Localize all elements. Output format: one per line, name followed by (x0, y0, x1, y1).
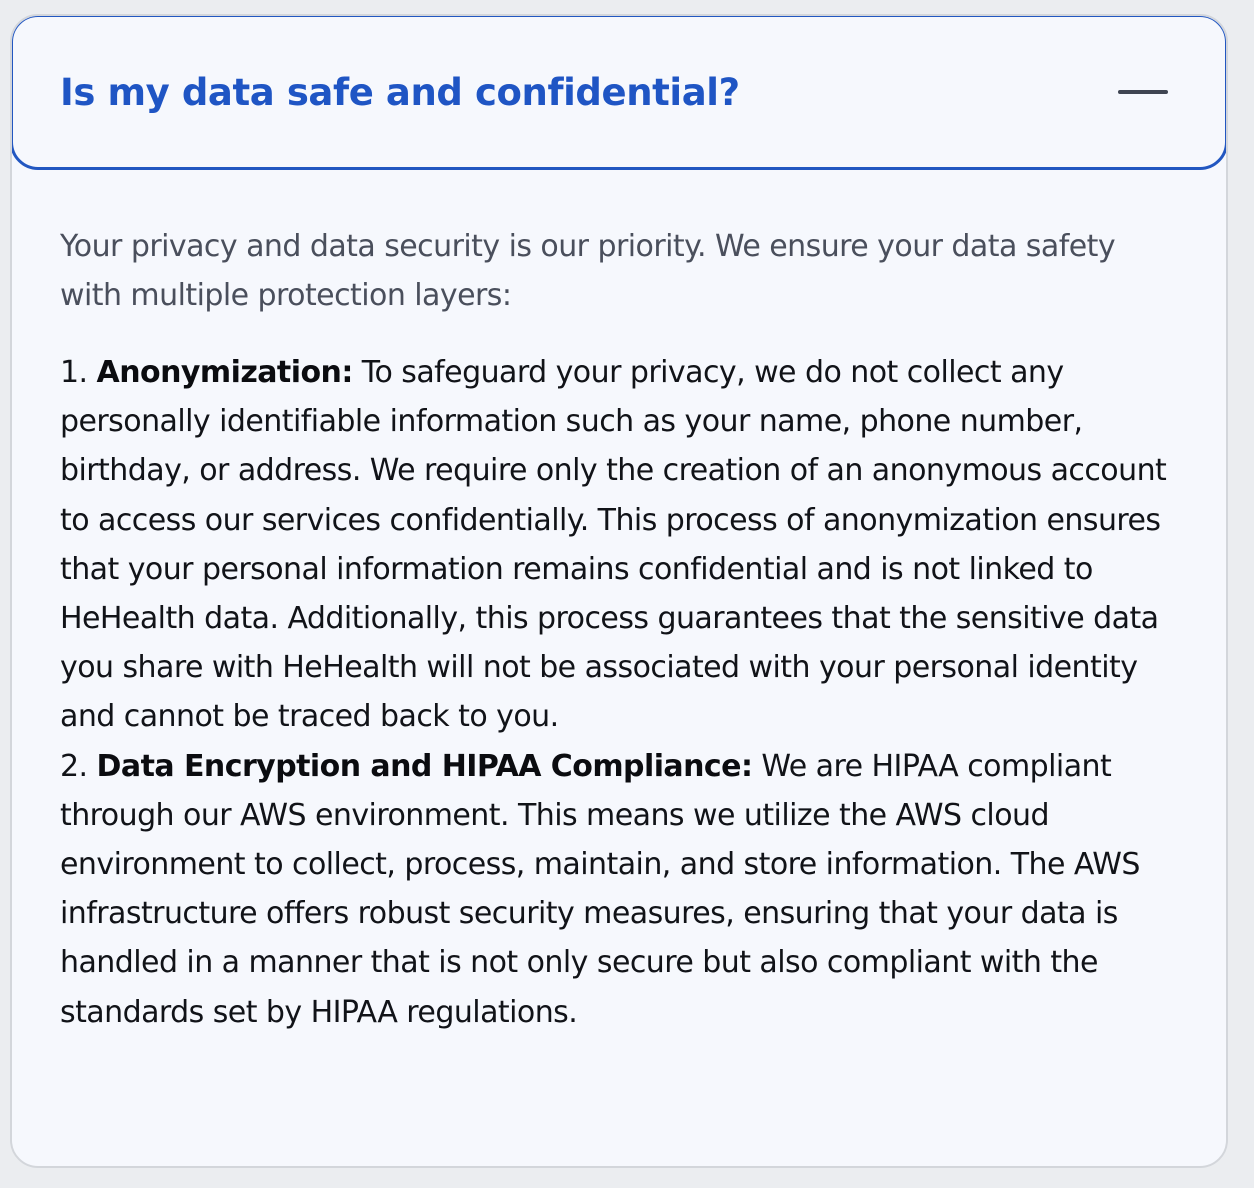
list-item-text: To safeguard your privacy, we do not collect any personally identifiable information such as your name, phone number, birthday, or address. We require only the creation of an anonymous account to access our services confidentially. This process of anonymization ensures that your personal information remains confidential and is not linked to HeHealth data. Additionally, this process guarantees that the sensitive data you share with HeHealth will not be associated with your personal identity and cannot be traced back to you. (60, 355, 1167, 735)
minus-icon (1118, 90, 1168, 94)
list-item-title: Anonymization: (96, 355, 353, 390)
faq-question-title: Is my data safe and confidential? (60, 70, 740, 114)
collapse-toggle[interactable] (1117, 72, 1169, 112)
faq-question-header[interactable] (10, 14, 1228, 170)
protection-layers-list (60, 348, 1180, 1037)
faq-accordion-item (10, 14, 1228, 1168)
list-item-anonymization (60, 348, 1180, 742)
list-item-text: We are HIPAA compliant through our AWS environment. This means we utilize the AWS cloud environment to collect, process, maintain, and store information. The AWS infrastructure offers robust security measures, ensuring that your data is handled in a manner that is not only secure but also compliant with the standards set by HIPAA regulations. (60, 748, 1140, 1030)
list-item-encryption-hipaa (60, 742, 1180, 1037)
list-item-number: 1. (60, 355, 88, 390)
answer-intro: Your privacy and data security is our priority. We ensure your data safety with multiple protection layers: (60, 229, 1116, 313)
list-item-number: 2. (60, 748, 88, 784)
faq-answer (60, 222, 1180, 1037)
list-item-title: Data Encryption and HIPAA Compliance: (96, 748, 753, 784)
